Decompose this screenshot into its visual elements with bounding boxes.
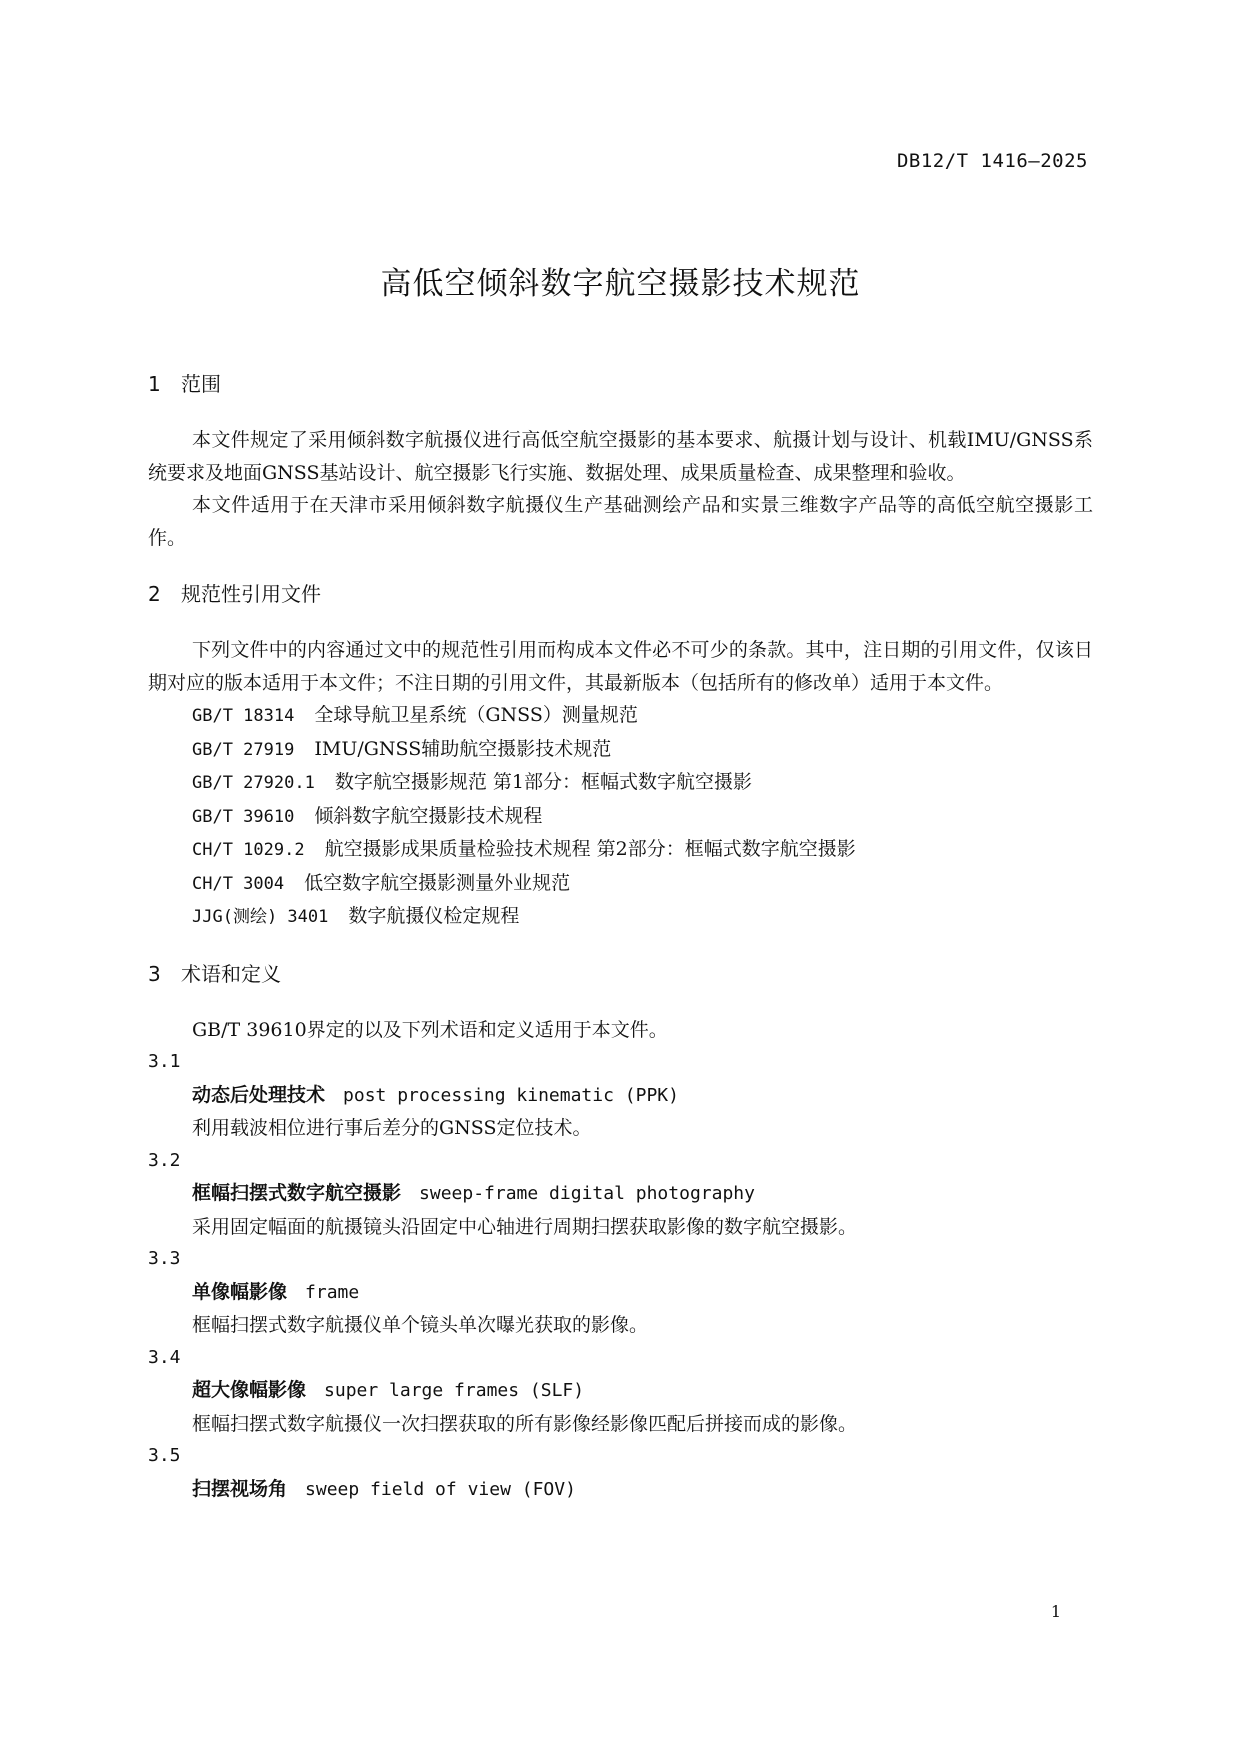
term-english: sweep field of view (FOV) bbox=[305, 1478, 576, 1500]
reference-code: GB/T 39610 bbox=[192, 806, 295, 827]
term-heading bbox=[148, 1177, 1093, 1211]
scope-paragraph-1: 本文件规定了采用倾斜数字航摄仪进行高低空航空摄影的基本要求、航摄计划与设计、机载IMU/GNSS系统要求及地面GNSS基站设计、航空摄影飞行实施、数据处理、成果质量检查、成果整理和验收。 bbox=[148, 429, 1093, 484]
term-english: sweep-frame digital photography bbox=[419, 1183, 755, 1204]
term-definition: 利用载波相位进行事后差分的GNSS定位技术。 bbox=[192, 1117, 592, 1139]
term-chinese: 框幅扫摆式数字航空摄影 bbox=[192, 1182, 402, 1204]
page-number: 1 bbox=[1050, 1602, 1061, 1621]
section-title: 范围 bbox=[181, 372, 221, 396]
term-definition: 采用固定幅面的航摄镜头沿固定中心轴进行周期扫摆获取影像的数字航空摄影。 bbox=[192, 1215, 858, 1238]
term-english: post processing kinematic (PPK) bbox=[343, 1084, 679, 1106]
reference-title: 航空摄影成果质量检验技术规程 第2部分：框幅式数字航空摄影 bbox=[324, 838, 856, 860]
reference-item bbox=[148, 867, 1093, 901]
reference-code: CH/T 3004 bbox=[192, 873, 285, 894]
reference-title: 全球导航卫星系统（GNSS）测量规范 bbox=[314, 704, 638, 726]
term-english: frame bbox=[305, 1281, 360, 1303]
reference-code: CH/T 1029.2 bbox=[192, 840, 305, 860]
reference-title: 倾斜数字航空摄影技术规程 bbox=[314, 804, 543, 827]
term-definition: 框幅扫摆式数字航摄仪一次扫摆获取的所有影像经影像匹配后拼接而成的影像。 bbox=[192, 1412, 858, 1435]
reference-title: IMU/GNSS辅助航空摄影技术规范 bbox=[314, 737, 612, 760]
reference-code: GB/T 27919 bbox=[192, 739, 295, 760]
section-number: 3 bbox=[148, 961, 161, 986]
term-chinese: 超大像幅影像 bbox=[192, 1379, 307, 1401]
document-title: 高低空倾斜数字航空摄影技术规范 bbox=[380, 266, 861, 302]
term-number: 3.1 bbox=[148, 1051, 181, 1072]
term-definition: 框幅扫摆式数字航摄仪单个镜头单次曝光获取的影像。 bbox=[192, 1314, 649, 1336]
references-intro: 下列文件中的内容通过文中的规范性引用而构成本文件必不可少的条款。其中，注日期的引用文件，仅该日期对应的版本适用于本文件；不注日期的引用文件，其最新版本（包括所有的修改单）适用于本文件。 bbox=[148, 639, 1093, 694]
section-number: 1 bbox=[148, 372, 161, 396]
document-code: DB12/T 1416—2025 bbox=[896, 150, 1088, 172]
reference-item bbox=[148, 733, 1093, 767]
reference-code: GB/T 27920.1 bbox=[192, 773, 315, 793]
terms-intro: GB/T 39610界定的以及下列术语和定义适用于本文件。 bbox=[192, 1018, 668, 1041]
reference-item bbox=[148, 900, 1093, 934]
reference-title: 低空数字航空摄影测量外业规范 bbox=[304, 871, 571, 894]
term-number: 3.3 bbox=[148, 1248, 181, 1269]
reference-item bbox=[148, 699, 1093, 733]
reference-code: JJG(测绘) 3401 bbox=[192, 907, 329, 927]
term-heading bbox=[148, 1473, 1093, 1507]
reference-item bbox=[148, 833, 1093, 867]
section-1-heading bbox=[148, 370, 1093, 398]
section-3-heading bbox=[148, 960, 1093, 988]
term-english: super large frames (SLF) bbox=[324, 1380, 585, 1401]
term-chinese: 单像幅影像 bbox=[192, 1280, 288, 1303]
section-number: 2 bbox=[148, 582, 161, 606]
term-heading bbox=[148, 1079, 1093, 1113]
reference-item bbox=[148, 800, 1093, 834]
section-title: 规范性引用文件 bbox=[181, 582, 321, 606]
section-title: 术语和定义 bbox=[181, 961, 281, 986]
scope-paragraph-2: 本文件适用于在天津市采用倾斜数字航摄仪生产基础测绘产品和实景三维数字产品等的高低空航空摄影工作。 bbox=[148, 494, 1093, 549]
section-2-heading bbox=[148, 580, 1093, 608]
reference-title: 数字航摄仪检定规程 bbox=[348, 905, 520, 927]
term-number: 3.4 bbox=[148, 1346, 181, 1368]
document-body bbox=[148, 370, 1093, 1506]
reference-title: 数字航空摄影规范 第1部分：框幅式数字航空摄影 bbox=[334, 771, 752, 793]
term-chinese: 动态后处理技术 bbox=[192, 1083, 326, 1106]
term-number: 3.2 bbox=[148, 1149, 181, 1171]
term-number: 3.5 bbox=[148, 1445, 181, 1466]
term-heading bbox=[148, 1374, 1093, 1408]
term-chinese: 扫摆视场角 bbox=[192, 1477, 288, 1500]
reference-code: GB/T 18314 bbox=[192, 706, 295, 726]
reference-item bbox=[148, 766, 1093, 800]
term-heading bbox=[148, 1276, 1093, 1310]
